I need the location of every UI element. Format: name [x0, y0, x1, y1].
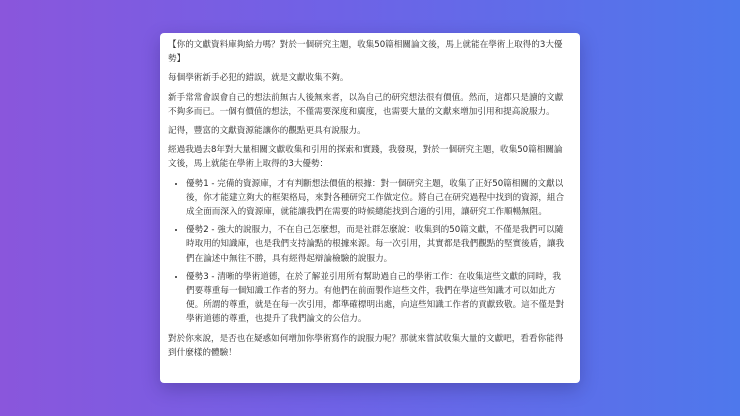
advantage-item-1: • 優勢1 - 完備的資源庫，才有判斷想法價值的根據：對一個研究主題，收集了正好50篇相關的文獻以後，你才能建立夠大的框架格局，來對各種研究工作做定位。將自己在研究過程中找到的資源，組合成全面而深入的資源庫，就能讓我們在需要的時候總能找到合適的引用，讓研究工作順暢無阻。: [186, 177, 568, 220]
advantage-item-2: • 優勢2 - 強大的說服力，不在自己怎麼想，而是社群怎麼說：收集到的50篇文獻，不僅是我們可以隨時取用的知識庫，也是我們支持論點的根據來源。每一次引用，其實都是我們觀點的堅實後盾，讓我們在論述中無往不勝，具有經得起辯論檢驗的說服力。: [186, 223, 568, 266]
post-paragraph-4: 經過我過去8年對大量相關文獻收集和引用的探索和實踐，我發現，對於一個研究主題，收集50篇相關論文後，馬上就能在學術上取得的3大優勢：: [168, 145, 563, 170]
post-title: 【你的文獻資料庫夠給力嗎？對於一個研究主題，收集50篇相關論文後，馬上就能在學術上取得的3大優勢】: [168, 40, 563, 65]
post-paragraph-1: 每個學術新手必犯的錯誤，就是文獻收集不夠。: [168, 73, 349, 84]
post-paragraph-2: 新手常常會誤會自己的想法前無古人後無來者，以為自己的研究想法很有價值。然而，這都只是讀的文獻不夠多而已。一個有價值的想法，不僅需要深度和廣度，也需要大量的文獻來增加引用和提高說服力。: [168, 92, 564, 117]
advantage-item-3: • 優勢3 - 清晰的學術道德，在於了解並引用所有幫助過自己的學術工作：在收集這些文獻的同時，我們要尊重每一個知識工作者的努力。有他們在前面製作這些文件，我們在學這些知識才可以如此方便。所謂的尊重，就是在每一次引用，都準確標明出處，向這些知識工作者的貢獻致敬。這不僅是對學術道德的尊重，也提升了我們論文的公信力。: [186, 270, 568, 327]
post-closing: 對於你來說，是否也在疑惑如何增加你學術寫作的說服力呢？那就來嘗試收集大量的文獻吧，看看你能得到什麼樣的體驗！: [168, 333, 564, 358]
post-card: [160, 33, 580, 383]
post-paragraph-3: 記得，豐富的文獻資源能讓你的觀點更具有說服力。: [168, 126, 366, 137]
advantages-list: [168, 177, 568, 327]
